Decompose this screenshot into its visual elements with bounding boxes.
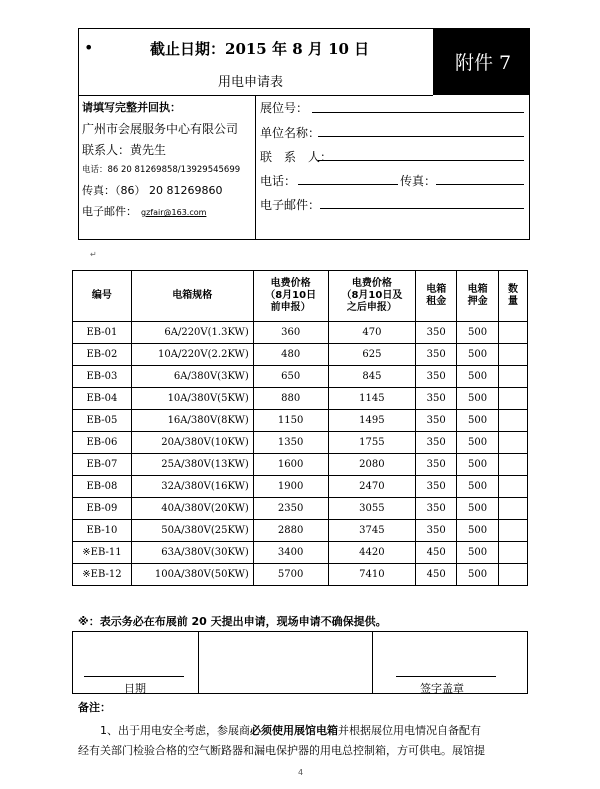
table-cell: 360 [253, 322, 328, 344]
quantity-cell[interactable] [499, 520, 528, 542]
email-link[interactable]: gzfair@163.com [141, 208, 207, 217]
table-cell: 100A/380V(50KW) [131, 564, 253, 586]
table-cell: ※EB-12 [73, 564, 132, 586]
table-row [73, 432, 528, 454]
contact-label: 联 系 人： [260, 150, 333, 164]
table-cell: 450 [416, 564, 457, 586]
table-cell: 350 [416, 454, 457, 476]
table-header-cell: 电箱 押金 [457, 271, 499, 322]
table-cell: 350 [416, 520, 457, 542]
table-cell: ※EB-11 [73, 542, 132, 564]
quantity-cell[interactable] [499, 542, 528, 564]
company-label: 单位名称： [260, 126, 321, 140]
table-cell: 350 [416, 498, 457, 520]
table-cell: 10A/220V(2.2KW) [131, 344, 253, 366]
table-cell: 450 [416, 542, 457, 564]
table-cell: 50A/380V(25KW) [131, 520, 253, 542]
table-cell: 500 [457, 542, 499, 564]
table-cell: 6A/380V(3KW) [131, 366, 253, 388]
table-header-cell: 电费价格 （8月10日 前申报） [253, 271, 328, 322]
table-cell: 350 [416, 410, 457, 432]
table-cell: 25A/380V(13KW) [131, 454, 253, 476]
table-cell: 40A/380V(20KW) [131, 498, 253, 520]
table-cell: 480 [253, 344, 328, 366]
table-header-row [73, 271, 528, 322]
table-cell: 350 [416, 322, 457, 344]
sig-divider-2 [372, 631, 373, 694]
table-cell: 500 [457, 366, 499, 388]
contact-field[interactable] [318, 160, 524, 161]
table-cell: 500 [457, 388, 499, 410]
table-cell: 650 [253, 366, 328, 388]
contact-phone: 电话：86 20 81269858/13929545699 [82, 165, 241, 175]
table-cell: 350 [416, 388, 457, 410]
table-header-cell: 电费价格 （8月10日及 之后申报） [328, 271, 416, 322]
table-header-cell: 电箱 租金 [416, 271, 457, 322]
table-cell: 2470 [328, 476, 416, 498]
table-cell: 5700 [253, 564, 328, 586]
seal-label: 签字盖章 [420, 682, 464, 695]
contact-email: 电子邮件： gzfair@163.com [82, 205, 207, 218]
table-cell: 350 [416, 366, 457, 388]
table-row [73, 322, 528, 344]
table-cell: 2350 [253, 498, 328, 520]
quantity-cell[interactable] [499, 344, 528, 366]
phone-field[interactable] [298, 184, 398, 185]
table-cell: 845 [328, 366, 416, 388]
table-cell: EB-07 [73, 454, 132, 476]
company-name: 广州市会展服务中心有限公司 [82, 122, 239, 136]
table-cell: 1900 [253, 476, 328, 498]
table-cell: 2880 [253, 520, 328, 542]
remark-line-2: 经有关部门检验合格的空气断路器和漏电保护器的用电总控制箱，方可供电。展馆提 [78, 744, 485, 757]
table-row [73, 476, 528, 498]
table-row [73, 520, 528, 542]
remarks-label: 备注： [78, 701, 111, 714]
table-cell: 1150 [253, 410, 328, 432]
table-row [73, 564, 528, 586]
table-cell: 1145 [328, 388, 416, 410]
booth-field[interactable] [312, 112, 524, 113]
fax-label: 传真： [400, 174, 437, 188]
email-label: 电子邮件： [260, 198, 321, 212]
table-cell: EB-09 [73, 498, 132, 520]
table-cell: 625 [328, 344, 416, 366]
table-cell: 500 [457, 344, 499, 366]
contact-divider [255, 95, 256, 240]
table-cell: EB-05 [73, 410, 132, 432]
fax-field[interactable] [436, 184, 524, 185]
table-cell: 6A/220V(1.3KW) [131, 322, 253, 344]
phone-label: 电话： [260, 174, 297, 188]
table-cell: 350 [416, 344, 457, 366]
table-cell: 1755 [328, 432, 416, 454]
table-cell: EB-02 [73, 344, 132, 366]
table-cell: 63A/380V(30KW) [131, 542, 253, 564]
quantity-cell[interactable] [499, 454, 528, 476]
table-row [73, 542, 528, 564]
date-line[interactable] [84, 676, 184, 677]
quantity-cell[interactable] [499, 388, 528, 410]
page-number: 4 [298, 768, 304, 777]
table-cell: EB-06 [73, 432, 132, 454]
quantity-cell[interactable] [499, 322, 528, 344]
table-cell: 7410 [328, 564, 416, 586]
note: ※：表示务必在布展前 20 天提出申请，现场申请不确保提供。 [78, 615, 387, 628]
quantity-cell[interactable] [499, 498, 528, 520]
instruction: 请填写完整并回执： [82, 101, 181, 114]
table-cell: 500 [457, 410, 499, 432]
table-cell: 500 [457, 476, 499, 498]
booth-label: 展位号： [260, 101, 309, 115]
date-label: 日期 [124, 682, 146, 695]
table-row [73, 388, 528, 410]
attachment-badge: 附件 7 [433, 28, 530, 95]
table-cell: 16A/380V(8KW) [131, 410, 253, 432]
table-header-cell: 数 量 [499, 271, 528, 322]
seal-line[interactable] [396, 676, 496, 677]
table-cell: EB-03 [73, 366, 132, 388]
contact-person: 联系人：黄先生 [82, 143, 167, 157]
table-cell: 3055 [328, 498, 416, 520]
table-cell: 20A/380V(10KW) [131, 432, 253, 454]
deadline-title: 截止日期：2015 年 8 月 10 日 [150, 40, 370, 58]
table-cell: EB-01 [73, 322, 132, 344]
company-field[interactable] [318, 136, 524, 137]
table-cell: 880 [253, 388, 328, 410]
table-row [73, 454, 528, 476]
quantity-cell[interactable] [499, 432, 528, 454]
table-cell: 350 [416, 476, 457, 498]
table-cell: EB-08 [73, 476, 132, 498]
table-cell: 470 [328, 322, 416, 344]
table-header-cell: 编号 [73, 271, 132, 322]
table-cell: 500 [457, 564, 499, 586]
table-cell: 10A/380V(5KW) [131, 388, 253, 410]
table-cell: EB-10 [73, 520, 132, 542]
remark-line-1: 1、出于用电安全考虑，参展商必须使用展馆电箱并根据展位用电情况自备配有 [100, 724, 481, 737]
paragraph-mark: ↵ [90, 250, 97, 259]
table-cell: 1600 [253, 454, 328, 476]
table-cell: 500 [457, 520, 499, 542]
table-cell: 500 [457, 454, 499, 476]
table-cell: 500 [457, 322, 499, 344]
table-cell: 500 [457, 498, 499, 520]
table-row [73, 344, 528, 366]
table-cell: 1495 [328, 410, 416, 432]
quantity-cell[interactable] [499, 476, 528, 498]
quantity-cell[interactable] [499, 564, 528, 586]
quantity-cell[interactable] [499, 410, 528, 432]
price-table [72, 270, 528, 586]
email-field[interactable] [320, 208, 524, 209]
bullet: • [84, 38, 94, 57]
table-cell: 350 [416, 432, 457, 454]
table-row [73, 366, 528, 388]
table-cell: 500 [457, 432, 499, 454]
table-body [73, 322, 528, 586]
table-cell: EB-04 [73, 388, 132, 410]
table-row [73, 498, 528, 520]
table-cell: 2080 [328, 454, 416, 476]
table-cell: 3400 [253, 542, 328, 564]
sig-divider-1 [198, 631, 199, 694]
contact-fax: 传真：（86） 20 81269860 [82, 184, 223, 197]
table-cell: 1350 [253, 432, 328, 454]
table-cell: 3745 [328, 520, 416, 542]
table-cell: 4420 [328, 542, 416, 564]
table-row [73, 410, 528, 432]
quantity-cell[interactable] [499, 366, 528, 388]
form-title: 用电申请表 [218, 75, 284, 90]
table-header-cell: 电箱规格 [131, 271, 253, 322]
table-cell: 32A/380V(16KW) [131, 476, 253, 498]
